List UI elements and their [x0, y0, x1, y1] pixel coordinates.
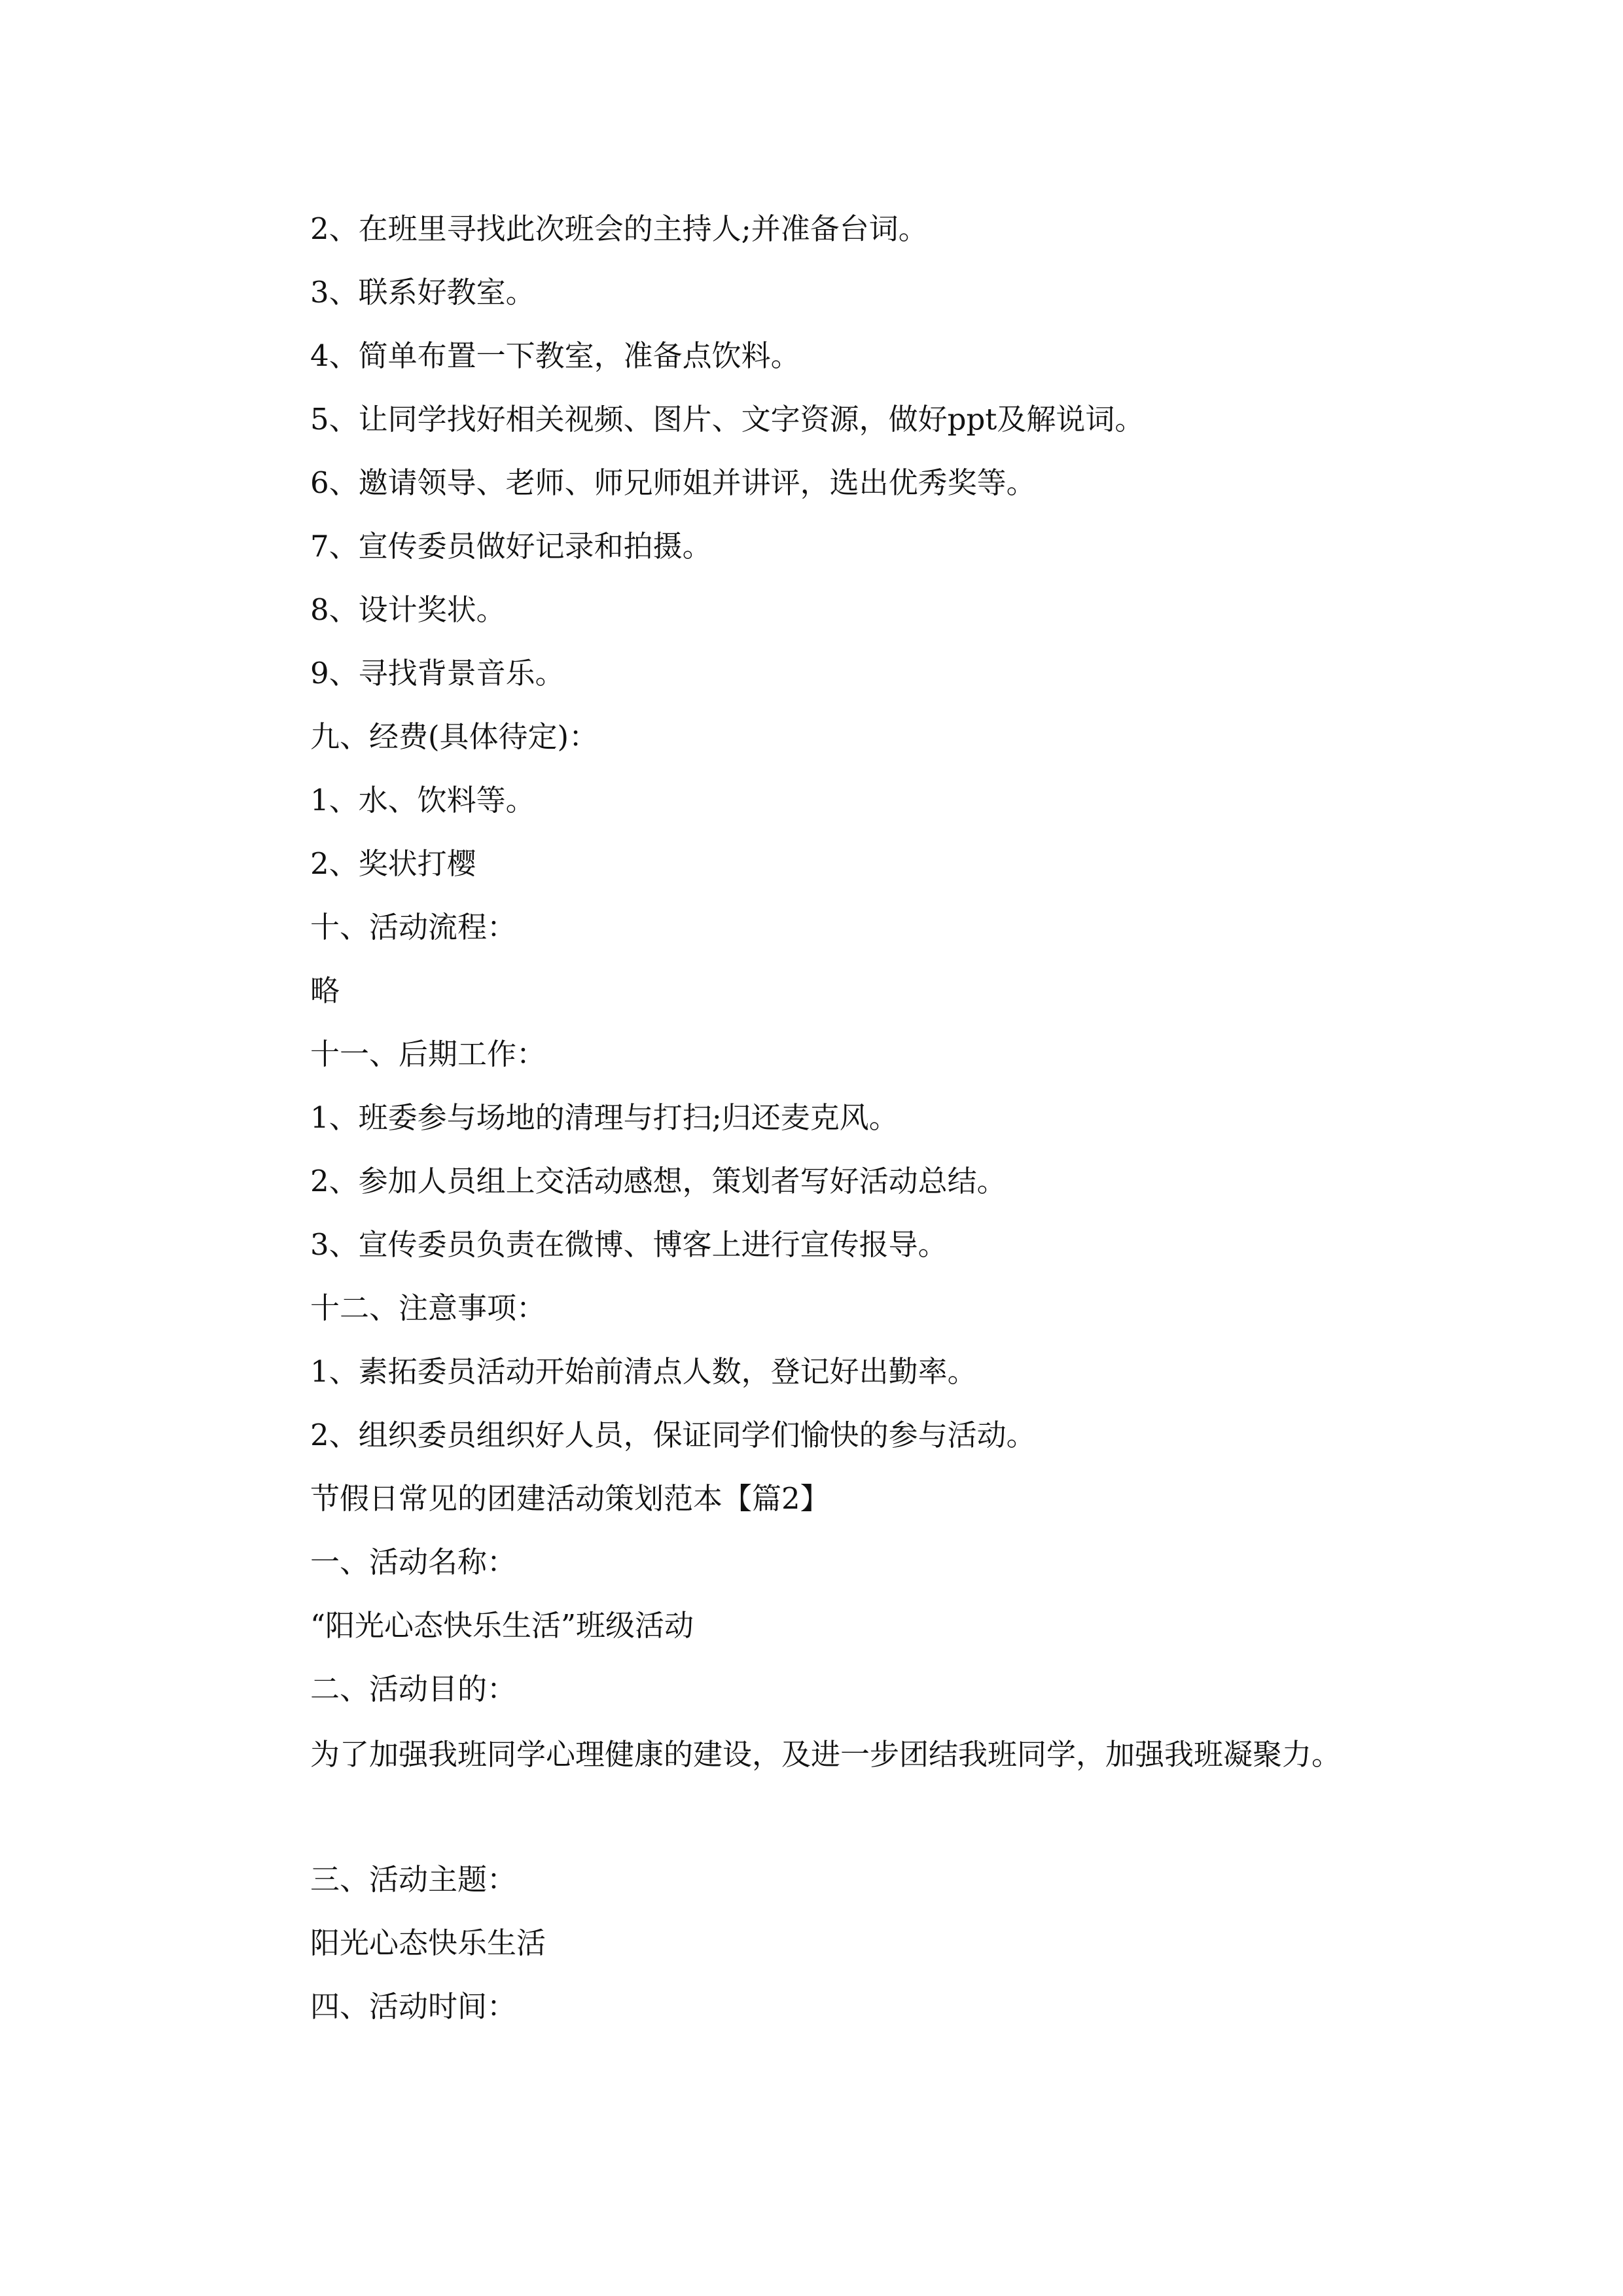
- text-line: 4、简单布置一下教室，准备点饮料。: [310, 338, 800, 373]
- section-heading: 九、经费(具体待定)：: [310, 719, 599, 754]
- section-heading: 十一、后期工作：: [310, 1037, 546, 1071]
- text-line: 2、参加人员组上交活动感想，策划者写好活动总结。: [310, 1164, 1007, 1198]
- section-heading: 二、活动目的：: [310, 1672, 517, 1706]
- text-line: “阳光心态快乐生活”班级活动: [310, 1608, 694, 1643]
- body-paragraph: 为了加强我班同学心理健康的建设，及进一步团结我班同学，加强我班凝聚力。: [310, 1737, 1342, 1772]
- text-line: 2、在班里寻找此次班会的主持人;并准备台词。: [310, 211, 928, 246]
- text-line: 8、设计奖状。: [310, 592, 506, 627]
- section-heading: 十、活动流程：: [310, 910, 517, 944]
- text-line: 阳光心态快乐生活: [310, 1926, 546, 1960]
- text-line: 6、邀请领导、老师、师兄师姐并讲评，选出优秀奖等。: [310, 465, 1036, 500]
- section-heading: 三、活动主题：: [310, 1862, 517, 1897]
- text-line: 2、奖状打樱: [310, 846, 476, 881]
- text-line: 1、班委参与场地的清理与打扫;归还麦克风。: [310, 1100, 899, 1135]
- section-heading: 十二、注意事项：: [310, 1291, 546, 1325]
- text-line: 5、让同学找好相关视频、图片、文字资源，做好ppt及解说词。: [310, 402, 1145, 437]
- section-heading: 四、活动时间：: [310, 1989, 517, 2024]
- section-heading: 一、活动名称：: [310, 1545, 517, 1579]
- text-line: 2、组织委员组织好人员，保证同学们愉快的参与活动。: [310, 1418, 1036, 1452]
- text-line: 1、水、饮料等。: [310, 783, 535, 817]
- text-line: 7、宣传委员做好记录和拍摄。: [310, 529, 712, 564]
- text-line: 3、宣传委员负责在微博、博客上进行宣传报导。: [310, 1227, 948, 1262]
- text-line: 3、联系好教室。: [310, 275, 535, 310]
- document-subtitle: 节假日常见的团建活动策划范本【篇2】: [310, 1481, 830, 1516]
- text-line: 略: [310, 973, 340, 1008]
- text-line: 9、寻找背景音乐。: [310, 656, 565, 691]
- text-line: 1、素拓委员活动开始前清点人数，登记好出勤率。: [310, 1354, 977, 1389]
